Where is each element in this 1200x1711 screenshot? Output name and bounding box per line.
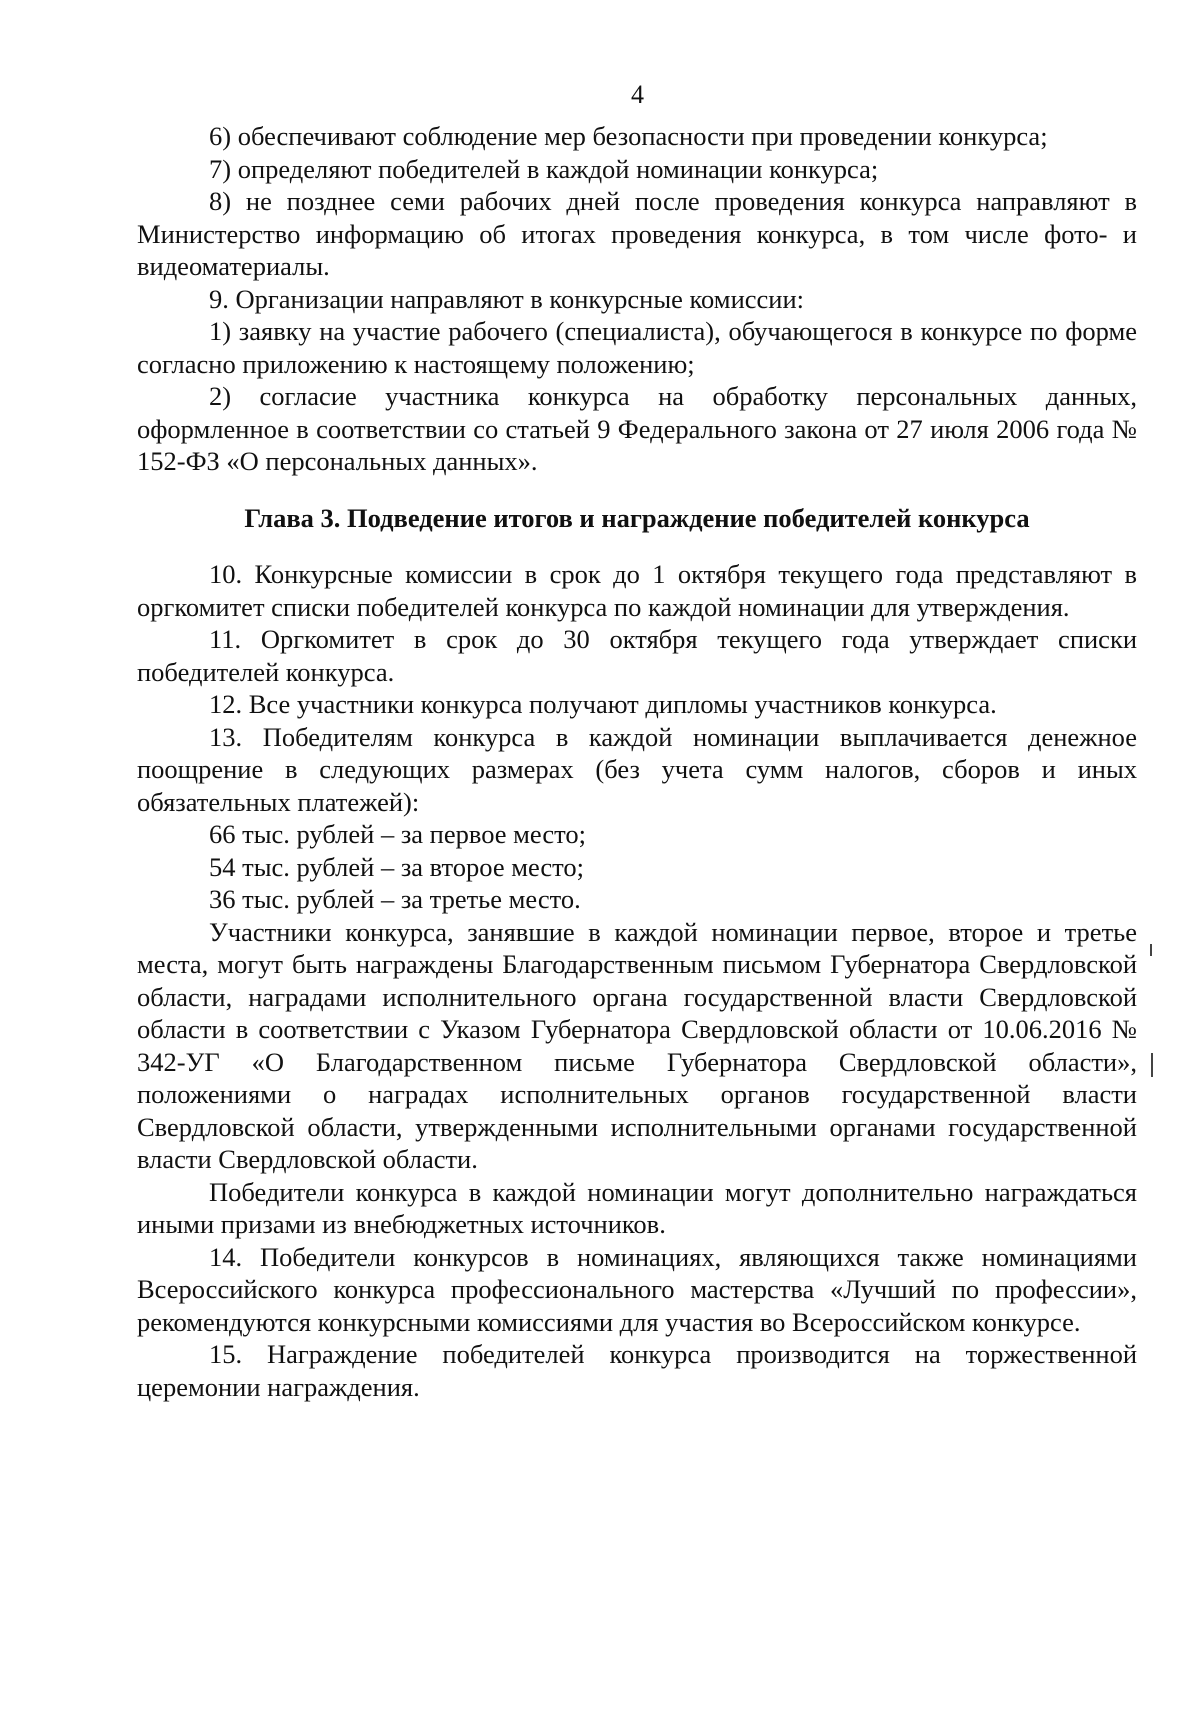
- paragraph-additional-awards: Участники конкурса, занявшие в каждой номинации первое, второе и третье места, могут быть награждены Благодарственным письмом Губернатора Свердловской области, наградами исполнительного органа государственной власти Свердловской области в соответствии с Указом Губернатора Свердловской области от 10.06.2016 № 342-УГ «О Благодарственном письме Губернатора Свердловской области», положениями о наградах исполнительных органов государственной власти Свердловской области, утвержденными исполнительными органами государственной власти Свердловской области.: [137, 916, 1137, 1174]
- paragraph-point-9-item-1: 1) заявку на участие рабочего (специалиста), обучающегося в конкурсе по форме согласно приложению к настоящему положению;: [137, 316, 1137, 379]
- paragraph-point-9-item-2: 2) согласие участника конкурса на обработку персональных данных, оформленное в соответствии со статьей 9 Федерального закона от 27 июля 2006 года № 152-ФЗ «О персональных данных».: [137, 381, 1137, 476]
- paragraph-point-13: 13. Победителям конкурса в каждой номинации выплачивается денежное поощрение в следующих размерах (без учета сумм налогов, сборов и иных обязательных платежей):: [137, 721, 1137, 817]
- page-number: 4: [631, 80, 644, 109]
- paragraph-point-14: 14. Победители конкурсов в номинациях, являющихся также номинациями Всероссийского конкурса профессионального мастерства «Лучший по профессии», рекомендуются конкурсными комиссиями для участия во Всероссийском конкурсе.: [137, 1241, 1137, 1337]
- scan-margin-mark: [1150, 944, 1152, 956]
- paragraph-item-8: 8) не позднее семи рабочих дней после проведения конкурса направляют в Министерство информацию об итогах проведения конкурса, в том числе фото- и видеоматериалы.: [137, 186, 1137, 281]
- chapter-title: Глава 3. Подведение итогов и награждение победителей конкурса: [244, 502, 1030, 533]
- paragraph-item-7: 7) определяют победителей в каждой номинации конкурса;: [209, 153, 879, 184]
- paragraph-point-10: 10. Конкурсные комиссии в срок до 1 октября текущего года представляют в оргкомитет списки победителей конкурса по каждой номинации для утверждения.: [137, 559, 1137, 622]
- paragraph-point-12: 12. Все участники конкурса получают дипломы участников конкурса.: [209, 689, 997, 719]
- paragraph-point-11: 11. Оргкомитет в срок до 30 октября текущего года утверждает списки победителей конкурса.: [137, 624, 1137, 687]
- scan-margin-mark: [1151, 1053, 1153, 1077]
- document-body: [137, 120, 1137, 1403]
- paragraph-point-9: 9. Организации направляют в конкурсные комиссии:: [209, 283, 805, 314]
- paragraph-item-6: 6) обеспечивают соблюдение мер безопасности при проведении конкурса;: [209, 121, 1048, 151]
- prize-second-place: 54 тыс. рублей – за второе место;: [209, 851, 585, 882]
- paragraph-point-15: 15. Награждение победителей конкурса производится на торжественной церемонии награждения.: [137, 1339, 1137, 1402]
- paragraph-extra-prizes: Победители конкурса в каждой номинации могут дополнительно награждаться иными призами из внебюджетных источников.: [137, 1176, 1137, 1239]
- prize-third-place: 36 тыс. рублей – за третье место.: [209, 884, 581, 914]
- prize-first-place: 66 тыс. рублей – за первое место;: [209, 819, 586, 849]
